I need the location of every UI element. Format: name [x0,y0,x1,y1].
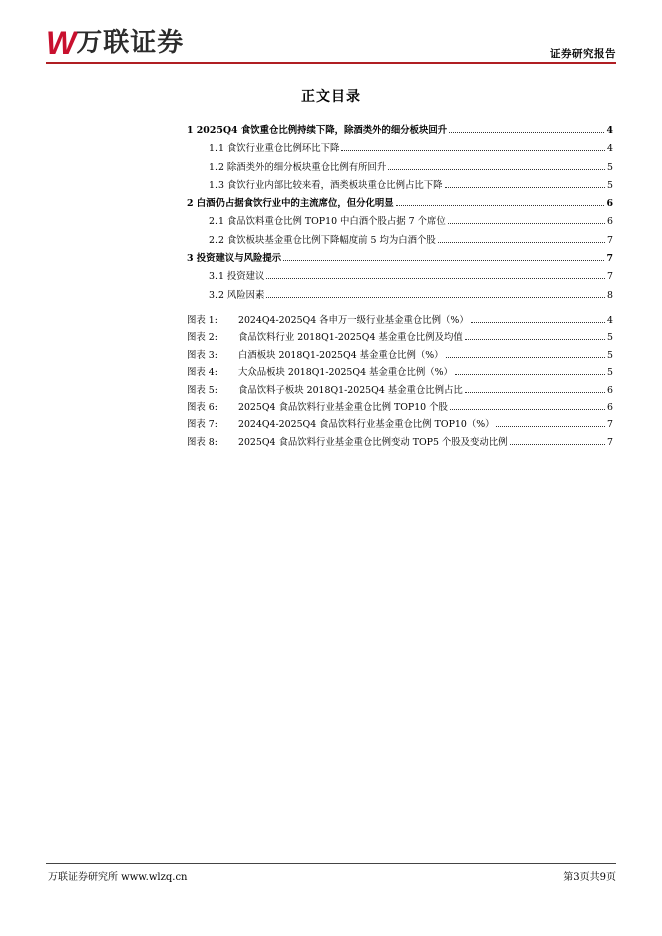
dot-leader [341,144,605,151]
toc-entry[interactable] [187,177,613,195]
figure-entry-page: 5 [607,367,613,379]
figure-entry[interactable] [187,416,613,433]
toc-entry-label: 1.1 食饮行业重仓比例环比下降 [209,143,340,155]
toc-entry-label: 2.1 食品饮料重仓比例 TOP10 中白酒个股占据 7 个席位 [209,216,446,228]
figure-entry-title: 2024Q4-2025Q4 食品饮料行业基金重仓比例 TOP10（%） [238,419,495,431]
figure-entry-label: 图表 4: [187,367,218,379]
toc-entry-page: 4 [606,125,613,136]
logo-mark: W [46,25,74,61]
figure-entry-title: 食品饮料子板块 2018Q1-2025Q4 基金重仓比例占比 [238,384,463,396]
toc-entry[interactable] [187,140,613,158]
dot-leader [465,333,605,340]
toc-entry[interactable] [187,213,613,231]
header-divider [46,62,616,64]
toc-entry[interactable] [187,232,613,250]
toc-entry-label: 1.2 除酒类外的细分板块重仓比例有所回升 [209,161,387,173]
figure-entry-title: 白酒板块 2018Q1-2025Q4 基金重仓比例（%） [238,349,444,361]
figure-entry-label: 图表 7: [187,419,218,431]
figure-list [187,312,613,451]
dot-leader [266,272,605,279]
figure-entry-title: 2024Q4-2025Q4 各申万一级行业基金重仓比例（%） [238,315,469,326]
toc-entry-page: 5 [607,179,613,191]
figure-entry-label: 图表 6: [187,401,218,413]
footer-source: 万联证券研究所 www.wlzq.cn [48,872,188,883]
toc-entry-page: 6 [606,198,613,210]
toc-entry-page: 8 [607,289,613,301]
toc-entry-label: 3.2 风险因素 [209,289,265,301]
figure-entry-title: 2025Q4 食品饮料行业基金重仓比例变动 TOP5 个股及变动比例 [238,436,508,448]
toc-entry-label: 1.3 食饮行业内部比较来看，酒类板块重仓比例占比下降 [209,179,443,191]
toc-entry-label: 2 白酒仍占据食饮行业中的主流席位，但分化明显 [187,198,394,210]
figure-entry-page: 7 [607,419,613,431]
dot-leader [455,368,605,375]
figure-entry[interactable] [187,382,613,399]
dot-leader [510,438,605,445]
toc-entry[interactable] [187,159,613,177]
page-number: 第3页共9页 [563,872,616,883]
toc-entry-page: 7 [607,271,613,283]
figure-entry[interactable] [187,434,613,451]
dot-leader [283,254,604,261]
footer-divider [46,863,616,864]
figure-entry-label: 图表 1: [187,315,218,326]
figure-entry-page: 7 [607,436,613,448]
figure-entry-page: 6 [607,384,613,396]
toc-entry[interactable] [187,268,613,286]
dot-leader [388,163,605,170]
figure-entry-page: 5 [607,349,613,361]
figure-entry[interactable] [187,364,613,381]
toc-entry[interactable] [187,250,613,268]
dot-leader [446,351,605,358]
figure-entry-title: 2025Q4 食品饮料行业基金重仓比例 TOP10 个股 [238,401,448,413]
figure-entry-label: 图表 8: [187,436,218,448]
figure-entry-title: 大众品板块 2018Q1-2025Q4 基金重仓比例（%） [238,367,453,379]
figure-entry-label: 图表 3: [187,349,218,361]
figure-entry-page: 4 [607,315,613,326]
logo-text: 万联证券 [76,28,185,58]
figure-entry-label: 图表 5: [187,384,218,396]
figure-entry[interactable] [187,312,613,329]
toc-entry-label: 3 投资建议与风险提示 [187,253,282,265]
dot-leader [266,291,605,298]
figure-entry-label: 图表 2: [187,332,218,344]
dot-leader [496,420,605,427]
table-of-contents [187,122,613,305]
toc-entry-label: 1 2025Q4 食饮重仓比例持续下降，除酒类外的细分板块回升 [187,125,448,136]
toc-entry-page: 7 [607,234,613,246]
dot-leader [396,199,605,206]
toc-entry-page: 6 [607,216,613,228]
figure-entry[interactable] [187,329,613,346]
dot-leader [448,217,605,224]
figure-entry-title: 食品饮料行业 2018Q1-2025Q4 基金重仓比例及均值 [238,332,463,344]
toc-entry-page: 5 [607,161,613,173]
dot-leader [465,386,605,393]
figure-entry-page: 5 [607,332,613,344]
dot-leader [438,236,605,243]
toc-entry-label: 2.2 食饮板块基金重仓比例下降幅度前 5 均为白酒个股 [209,234,436,246]
toc-title: 正文目录 [301,89,361,105]
figure-entry[interactable] [187,399,613,416]
dot-leader [471,316,605,323]
figure-entry[interactable] [187,347,613,364]
toc-entry[interactable] [187,122,613,140]
dot-leader [449,126,604,133]
toc-entry[interactable] [187,287,613,305]
dot-leader [450,403,605,410]
figure-entry-page: 6 [607,401,613,413]
toc-entry-label: 3.1 投资建议 [209,271,265,283]
toc-entry-page: 4 [607,143,613,155]
toc-entry[interactable] [187,195,613,213]
company-logo [46,26,184,60]
doc-type-label: 证券研究报告 [550,48,616,60]
toc-entry-page: 7 [606,253,613,265]
dot-leader [445,181,606,188]
